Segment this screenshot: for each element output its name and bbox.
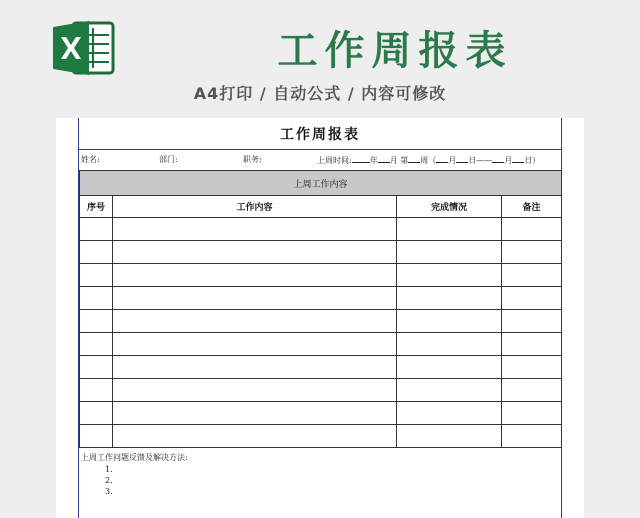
table-row [80, 333, 562, 356]
feedback-label: 上周工作问题反馈及解决方法: [81, 453, 188, 462]
document-sheet [56, 118, 584, 518]
position-label: 职务: [243, 155, 262, 164]
table-cell[interactable] [502, 218, 562, 241]
table-cell[interactable] [502, 356, 562, 379]
table-cell[interactable] [397, 333, 502, 356]
table-cell[interactable] [502, 287, 562, 310]
feedback-item[interactable]: 1. [105, 465, 113, 474]
document-title: 工作周报表 [280, 127, 360, 143]
column-header-index: 序号 [80, 196, 113, 218]
week-suffix: 周（ [420, 156, 437, 165]
document-page [78, 118, 562, 518]
period-field [317, 153, 540, 168]
table-cell[interactable] [113, 264, 397, 287]
table-cell[interactable] [397, 379, 502, 402]
table-row [80, 402, 562, 425]
end-day-label: 日） [524, 156, 541, 165]
table-cell[interactable] [80, 241, 113, 264]
week-blank[interactable] [408, 153, 420, 163]
table-cell[interactable] [80, 425, 113, 448]
table-cell[interactable] [397, 264, 502, 287]
table-cell[interactable] [113, 287, 397, 310]
table-cell[interactable] [80, 402, 113, 425]
table-cell[interactable] [113, 218, 397, 241]
table-row [80, 218, 562, 241]
feedback-list [81, 464, 559, 497]
banner-title: 工作周报表 [277, 28, 513, 74]
table-cell[interactable] [397, 402, 502, 425]
end-month-blank[interactable] [492, 153, 504, 163]
end-day-blank[interactable] [512, 153, 524, 163]
table-cell[interactable] [397, 425, 502, 448]
section-header-row [80, 171, 562, 196]
section-header: 上周工作内容 [80, 171, 562, 196]
table-cell[interactable] [113, 379, 397, 402]
start-day-blank[interactable] [456, 153, 468, 163]
table-row [80, 356, 562, 379]
info-row [81, 153, 561, 167]
feedback-section [81, 452, 559, 497]
table-cell[interactable] [397, 241, 502, 264]
column-header-notes: 备注 [502, 196, 562, 218]
table-cell[interactable] [502, 402, 562, 425]
table-cell[interactable] [113, 333, 397, 356]
table-row [80, 425, 562, 448]
table-row [80, 264, 562, 287]
name-label: 姓名: [81, 155, 100, 164]
banner-subtitle: A4打印 / 自动公式 / 内容可修改 [193, 84, 447, 103]
work-table [79, 170, 562, 448]
month-label: 月 [389, 156, 398, 165]
table-cell[interactable] [80, 287, 113, 310]
table-cell[interactable] [113, 425, 397, 448]
year-label: 年 [369, 156, 378, 165]
table-cell[interactable] [113, 241, 397, 264]
table-cell[interactable] [502, 310, 562, 333]
table-cell[interactable] [80, 356, 113, 379]
title-divider [79, 149, 561, 150]
table-cell[interactable] [80, 264, 113, 287]
start-month-blank[interactable] [436, 153, 448, 163]
feedback-item[interactable]: 2. [105, 476, 113, 485]
week-prefix: 第 [400, 156, 409, 165]
table-cell[interactable] [80, 310, 113, 333]
month-blank[interactable] [378, 153, 390, 163]
period-label: 上周时间: [317, 156, 352, 165]
table-cell[interactable] [397, 356, 502, 379]
department-label: 部门: [159, 155, 178, 164]
table-cell[interactable] [397, 218, 502, 241]
table-cell[interactable] [397, 287, 502, 310]
table-cell[interactable] [80, 218, 113, 241]
table-cell[interactable] [502, 241, 562, 264]
table-row [80, 379, 562, 402]
table-cell[interactable] [113, 356, 397, 379]
table-cell[interactable] [502, 333, 562, 356]
table-cell[interactable] [80, 379, 113, 402]
column-header-content: 工作内容 [113, 196, 397, 218]
table-cell[interactable] [502, 425, 562, 448]
column-header-row [80, 196, 562, 218]
table-cell[interactable] [80, 333, 113, 356]
feedback-item[interactable]: 3. [105, 487, 113, 496]
start-day-label: 日—— [468, 156, 493, 165]
column-header-status: 完成情况 [397, 196, 502, 218]
table-cell[interactable] [397, 310, 502, 333]
year-blank[interactable] [352, 153, 370, 163]
table-row [80, 287, 562, 310]
table-row [80, 310, 562, 333]
start-month-label: 月 [448, 156, 457, 165]
end-month-label: 月 [504, 156, 513, 165]
table-row [80, 241, 562, 264]
table-cell[interactable] [113, 310, 397, 333]
table-cell[interactable] [113, 402, 397, 425]
table-cell[interactable] [502, 264, 562, 287]
table-cell[interactable] [502, 379, 562, 402]
